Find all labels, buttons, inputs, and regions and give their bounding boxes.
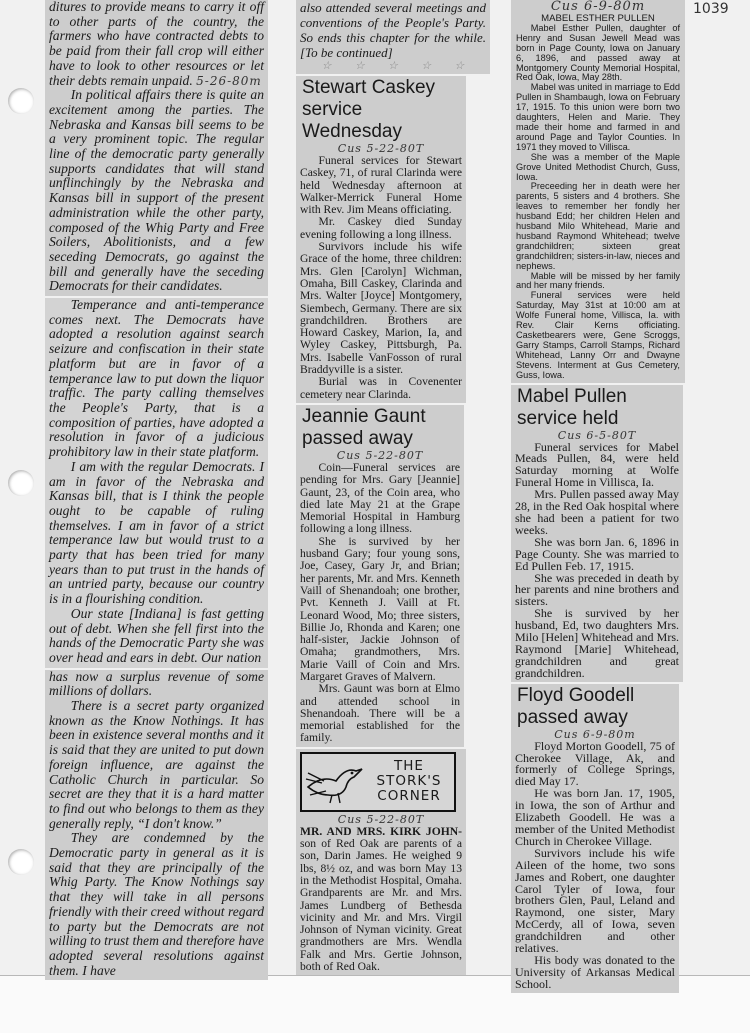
paragraph: Burial was in Covenenter cemetery near Clarinda. (300, 375, 462, 401)
paragraph: Preceeding her in death were her parents, 5 sisters and 4 brothers. She leaves to remember her fondly her husband Edd; her children Helen and husband Milo Whitehead, Marie and husband Raymond Whitehead; twelve grandchildren; sixteen great grandchildren; sisters-in-law, nieces and nephews. (516, 181, 680, 271)
paragraph: Our state [Indiana] is fast getting out of debt. When she fell first into the hands of the Democratic Party she was over head and ears in debt. Our nation (49, 605, 264, 665)
handwritten-date: Cus 5-22-80T (337, 812, 425, 826)
paragraph: She is survived by her husband, Ed, two daughters Mrs. Milo [Helen] Whitehead and Mrs. Raymond [Marie] Whitehead, grandchildren and great grandchildren. (515, 606, 679, 680)
clipping-goodell-obituary (511, 684, 679, 993)
paragraph: Mr. Caskey died Sunday evening following a long illness. (300, 215, 462, 241)
star-icon: ☆ (321, 60, 332, 72)
headline: Mabel Pullen service held (517, 385, 627, 429)
obituary-title: MABEL ESTHER PULLEN (541, 13, 655, 24)
handwritten-date: Cus 6-9-80m (550, 0, 646, 14)
clipping-letter-part-2 (45, 298, 268, 668)
star-icon: ☆ (454, 60, 465, 72)
paragraph: Funeral services for Mabel Meads Pullen, 84, were held Saturday morning at Wolfe Funeral Home in Villisca, Ia. (515, 439, 679, 490)
paragraph: I am with the regular Democrats. I am in favor of the Nebraska and Kansas bill, that is I think the people ought to be capable of ruling themselves. I am in favor of a strict temperance law but would trust to a party that has been tried for many years than to put trust in the hands of an untried party, because our country is in a flourishing condition. (49, 458, 264, 607)
stork-icon (302, 757, 364, 807)
paragraph: She is survived by her husband Gary; four young sons, Joe, Casey, Gary Jr, and Brian; her parents, Mr. and Mrs. Kenneth Vaill of Shenandoah; one brother, Pvt. Kenneth J. Vaill at Ft. Leonard Wood, Mo; three sisters, Billie Jo, Rhonda and Karen; one half-sister, Jackie Johnson of Omaha; grandmothers, Mrs. Marie Vaill of Coin and Mrs. Margaret Graves of Malvern. (300, 534, 460, 683)
paragraph: also attended several meetings and conventions of the People's Party. So ends this chapter for the while. [To be continued] (300, 0, 486, 60)
paragraph: Survivors include his wife Grace of the home, three children: Mrs. Glen [Carolyn] Wichman, Omaha, Bill Caskey, Clarinda and Mrs. Walter [Joyce] Montgomery, Siembech, Germany. There are six grandchildren. Brothers are Howard Caskey, Marion, Ia, and Wyley Caskey, Pittsburgh, Pa. Mrs. Isabelle VanFosson of rural Braddyville is a sister. (300, 240, 462, 377)
clipping-letter-part-3 (45, 670, 268, 981)
punch-hole (8, 470, 34, 496)
paragraph: Mabel Esther Pullen, daughter of Henry and Susan Jewell Mead was born in Page County, Iowa on January 6, 1896, and passed away at Montgomery County Memorial Hospital, Red Oak, Iowa, May 28th. (516, 22, 680, 83)
clipping-mabel-esther-pullen (511, 0, 685, 383)
handwritten-date: Cus 6-5-80T (557, 428, 637, 442)
middle-column (296, 0, 490, 975)
clipping-gaunt-obituary (296, 405, 464, 747)
paragraph: Funeral services were held Saturday, May 31st at 10:00 am at Wolfe Funeral home, Villisca, Ia. with Rev. Clair Kerns officiating. Casketbearers were, Gene Scroggs, Garry Stamps, Carroll Stamps, Richard Whitehead, Lanny Orr and Dwayne Stevens. Interment at Gus Cemetery, Guss, Iowa. (516, 290, 680, 380)
paragraph: He was born Jan. 17, 1905, in Iowa, the son of Arthur and Elizabeth Goodell. He was a member of the United Methodist Church in Cherokee Village. (515, 786, 675, 848)
storks-corner-banner (300, 752, 456, 812)
right-column (511, 0, 686, 993)
paragraph: She was born Jan. 6, 1896 in Page County. She was married to Ed Pullen Feb. 17, 1915. (515, 534, 679, 573)
page-number: 1039 (693, 1, 729, 17)
clipping-mabel-pullen-service (511, 385, 683, 682)
handwritten-date: 5-26-80m (196, 73, 262, 88)
paragraph: Survivors include his wife Aileen of the home, two sons James and Robert, one daughter Carol Tyler of Iowa, four brothers Glen, Paul, Leland and Raymond, one sister, Mary McCerdy, all of Iowa, seven grandchildren and other relatives. (515, 845, 675, 956)
headline: Floyd Goodell passed away (517, 684, 635, 728)
clipping-storks-corner (296, 749, 466, 976)
star-icon: ☆ (421, 60, 432, 72)
paragraph: has now a surplus revenue of some millions of dollars. (49, 668, 264, 699)
paragraph: In political affairs there is quite an excitement among the parties. The Nebraska and Kansas bill seems to be a very prominent topic. The regular line of the democratic party generally supports candidates that will stand unflinchingly by the Nebraska and Kansas bill in support of the present administration while the other party, composed of the Whig Party and Free Soilers, Abolitionists, and a few seceding Democrats, go against the bill and generally have the seceding Democrats for their candidates. (49, 87, 264, 294)
clipping-letter-continuation (296, 0, 490, 74)
star-icon: ☆ (388, 60, 398, 72)
left-column (45, 0, 268, 980)
headline: Stewart Caskey service Wednesday (302, 77, 436, 142)
storks-corner-title: THE STORK'S CORNER (376, 758, 442, 805)
paragraph: Mabel was united in marriage to Edd Pullen in Shambaugh, Iowa on February 17, 1915. To this union were born two daughters, Helen and Marie. They made their home and farmed in and around Page and Taylor Counties. In 1971 they moved to Villisca. (516, 82, 680, 152)
paragraph: They are condemned by the Democratic party in general as it is said that they are principally of the Whig Party. The Know Nothings say that they will take in all persons friendly with their creed without regard to party but the Democrats are not willing to trust them and therefore have adopted several resolutions against them. I have (49, 830, 264, 978)
handwritten-date: Cus 5-22-80T (337, 142, 425, 155)
paragraph: She was preceded in death by her parents and nine brothers and sisters. (515, 570, 679, 609)
paragraph: Mable will be missed by her family and her many friends. (516, 270, 680, 291)
star-divider (300, 60, 486, 72)
punch-hole (8, 88, 34, 114)
paragraph: His body was donated to the University of Arkansas Medical School. (515, 952, 675, 991)
paragraph: Coin—Funeral services are pending for Mrs. Gary [Jeannie] Gaunt, 23, of the Coin area, who died late May 21 at the Grape Memorial Hospital in Hamburg following a long illness. (300, 460, 460, 536)
handwritten-date: Cus 5-22-80T (336, 448, 424, 462)
paragraph: She was a member of the Maple Grove United Methodist Church, Guss, Iowa. (516, 151, 680, 182)
punch-hole (8, 849, 34, 875)
headline: Jeannie Gaunt passed away (302, 405, 426, 449)
paragraph: Mrs. Gaunt was born at Elmo and attended school in Shenandoah. There will be a memorial established for the family. (300, 682, 460, 745)
clipping-letter-part-1 (45, 0, 268, 296)
handwritten-date: Cus 6-9-80m (554, 727, 636, 741)
paragraph: Temperance and anti-temperance comes next. The Democrats have adopted a resolution against search seizure and confiscation in their state platform but are in favor of a temperance law to put down the liquor traffic. The party calling themselves the People's Party, that is a composition of parties, have adopted a resolution in favor of a judicious prohibitory law in their state platform. (49, 297, 264, 460)
star-icon: ☆ (354, 60, 365, 72)
paragraph: MR. AND MRS. KIRK JOHN-son of Red Oak are parents of a son, Darin James. He weighed 9 lbs, 8½ oz, and was born May 13 in the Methodist Hospital, Omaha. Grandparents are Mr. and Mrs. James Lundberg of Bethesda vicinity and Mr. and Mrs. Virgil Johnson of Nyman vicinity. Great grandmothers are Mrs. Wendla Falk and Mrs. Gertie Johnson, both of Red Oak. (300, 824, 462, 974)
paragraph: Mrs. Pullen passed away May 28, in the Red Oak hospital where she had been a patient for two weeks. (515, 487, 679, 537)
paragraph: Funeral services for Stewart Caskey, 71, of rural Clarinda were held Wednesday afternoon at Walker-Merrick Funeral Home with Rev. Jim Means officiating. (300, 154, 462, 217)
paragraph: Floyd Morton Goodell, 75 of Cherokee Village, Ak, and formerly of College Springs, died May 17. (515, 738, 675, 789)
paragraph: There is a secret party organized known as the Know Nothings. It has been in existence several months and it is said that they are united to put down foreign influence, are against the Catholic Church in particular. So secret are they that it is a hard matter to find out who belongs to them as they generally reply, “I don't know.” (49, 698, 264, 831)
clipping-caskey-obituary (296, 76, 466, 403)
birth-announcement-lead: MR. AND MRS. KIRK JOHN- (300, 824, 462, 838)
paragraph: ditures to provide means to carry it off to other parts of the country, the farmers who have contracted debts to be paid from their fall crop will either have to look to other resources or let their debts remain unpaid. 5-26-80m (49, 0, 264, 88)
